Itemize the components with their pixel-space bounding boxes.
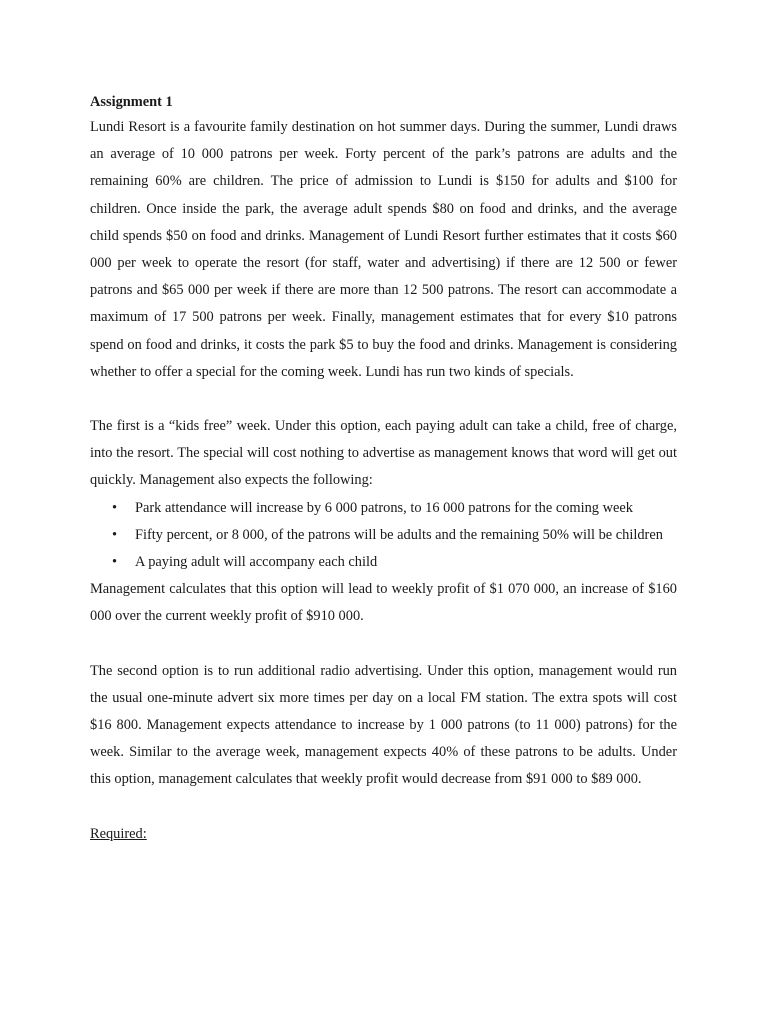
list-item-text: A paying adult will accompany each child xyxy=(135,554,378,571)
list-item-text: Park attendance will increase by 6 000 patrons, to 16 000 patrons for the coming week xyxy=(135,499,633,516)
paragraph-gap xyxy=(90,794,677,821)
document-page xyxy=(90,91,677,848)
paragraph-intro: Lundi Resort is a favourite family destination on hot summer days. During the summer, Lundi draws an average of 10 000 patrons per week. Forty percent of the park’s patrons are adults and the remaining 60% are children. The price of admission to Lundi is $150 for adults and $100 for children. Once inside the park, the average adult spends $80 on food and drinks, and the average child spends $50 on food and drinks. Management of Lundi Resort further estimates that it costs $60 000 per week to operate the resort (for staff, water and advertising) if there are 12 500 or fewer patrons and $65 000 per week if there are more than 12 500 patrons. The resort can accommodate a maximum of 17 500 patrons per week. Finally, management estimates that for every $10 patrons spend on food and drinks, it costs the park $5 to buy the food and drinks. Management is considering whether to offer a special for the coming week. Lundi has run two kinds of specials. xyxy=(90,119,677,380)
paragraph-radio-option: The second option is to run additional radio advertising. Under this option, management would run the usual one-minute advert six more times per day on a local FM station. The extra spots will cost $16 800. Management expects attendance to increase by 1 000 patrons (to 11 000) patrons) for the week. Similar to the average week, management expects 40% of these patrons to be adults. Under this option, management calculates that weekly profit would decrease from $91 000 to $89 000. xyxy=(90,662,677,788)
list-item-text: Fifty percent, or 8 000, of the patrons will be adults and the remaining 50% will be children xyxy=(135,526,663,543)
expectations-list xyxy=(90,495,677,577)
list-item xyxy=(90,549,677,576)
paragraph-kids-free-option: The first is a “kids free” week. Under this option, each paying adult can take a child, free of charge, into the resort. The special will cost nothing to advertise as management knows that word will get out quickly. Management also expects the following: xyxy=(90,418,677,489)
assignment-title: Assignment 1 xyxy=(90,94,173,110)
required-heading: Required: xyxy=(90,825,147,842)
paragraph-gap xyxy=(90,631,677,658)
bullet-marker: • xyxy=(112,526,118,543)
list-item xyxy=(90,522,677,549)
paragraph-profit-calculation: Management calculates that this option will lead to weekly profit of $1 070 000, an increase of $160 000 over the current weekly profit of $910 000. xyxy=(90,581,677,625)
bullet-marker: • xyxy=(112,554,118,571)
list-item xyxy=(90,495,677,522)
paragraph-gap xyxy=(90,386,677,413)
bullet-marker: • xyxy=(112,499,118,516)
